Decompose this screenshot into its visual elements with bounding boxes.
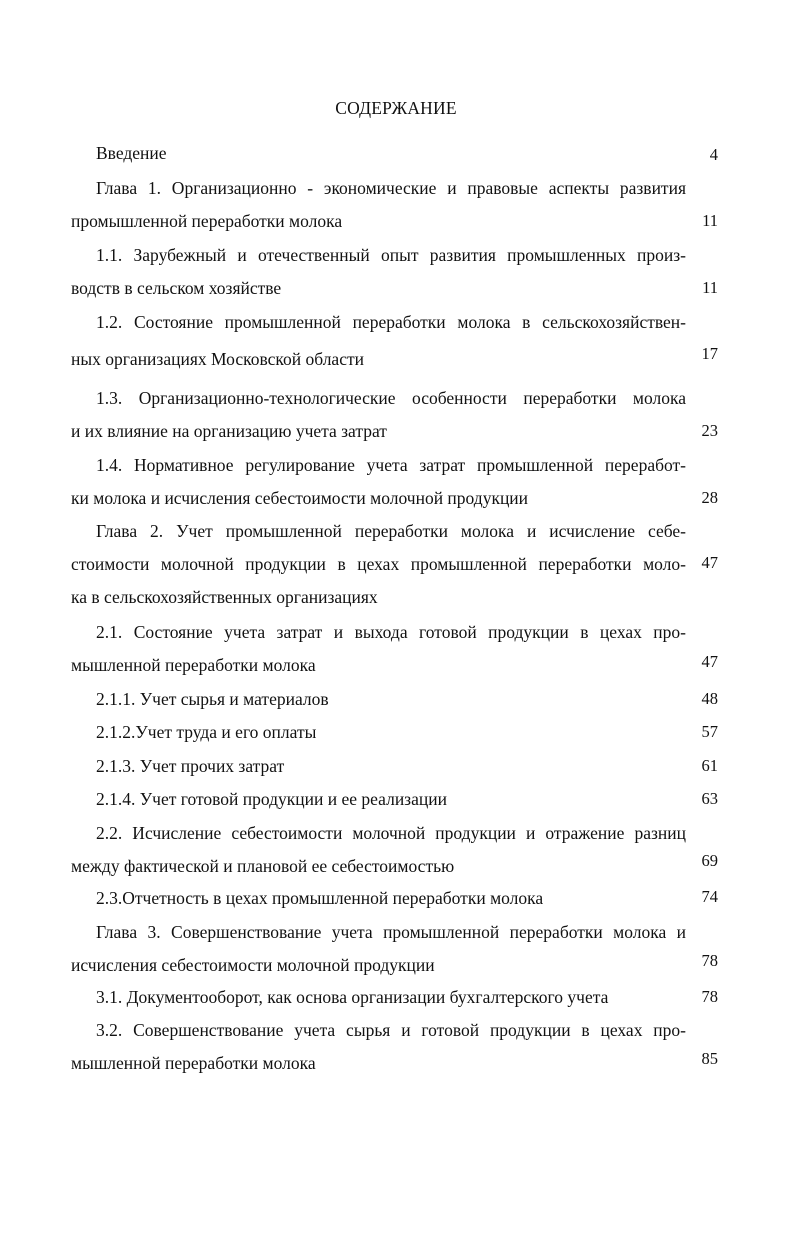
- toc-entry-text-line: 1.1. Зарубежный и отечественный опыт развития промышленных произ-: [96, 245, 686, 265]
- toc-entry-text-line: мышленной переработки молока: [71, 655, 316, 675]
- toc-entry-text-line: 2.1.1. Учет сырья и материалов: [96, 689, 329, 709]
- toc-page-number: 74: [701, 887, 718, 906]
- toc-page-number: 85: [701, 1049, 718, 1068]
- toc-page-number: 4: [709, 145, 718, 164]
- toc-page-number: 47: [701, 553, 718, 572]
- toc-entry-text-line: Глава 3. Совершенствование учета промышленной переработки молока и: [96, 922, 686, 942]
- toc-entry-text-line: 2.1.2.Учет труда и его оплаты: [96, 722, 317, 742]
- toc-entry-text-line: 2.1. Состояние учета затрат и выхода готовой продукции в цехах про-: [96, 622, 686, 642]
- toc-entry-text-line: Введение: [96, 143, 167, 163]
- toc-page-number: 63: [701, 789, 718, 808]
- toc-page-number: 61: [701, 756, 718, 775]
- toc-entry-text-line: 2.2. Исчисление себестоимости молочной продукции и отражение разниц: [96, 823, 686, 843]
- toc-entry-text-line: водств в сельском хозяйстве: [71, 278, 282, 298]
- toc-entry-text-line: 3.2. Совершенствование учета сырья и готовой продукции в цехах про-: [96, 1020, 686, 1040]
- toc-entry-text-line: 1.2. Состояние промышленной переработки молока в сельскохозяйствен-: [96, 312, 686, 332]
- toc-entry-text-line: Глава 2. Учет промышленной переработки молока и исчисление себе-: [96, 521, 686, 541]
- toc-entry-text-line: исчисления себестоимости молочной продукции: [71, 955, 435, 975]
- toc-entry-text-line: промышленной переработки молока: [71, 211, 343, 231]
- toc-page-number: 78: [701, 951, 718, 970]
- toc-entry-text-line: 3.1. Документооборот, как основа организации бухгалтерского учета: [96, 987, 609, 1007]
- toc-entry-text-line: 1.3. Организационно-технологические особенности переработки молока: [96, 388, 686, 408]
- toc-page-number: 47: [701, 652, 718, 671]
- toc-entry-text-line: ных организациях Московской области: [71, 349, 364, 369]
- toc-page-number: 17: [701, 344, 718, 363]
- toc-page-number: 69: [701, 851, 718, 870]
- toc-page-number: 48: [701, 689, 718, 708]
- toc-page-number: 11: [702, 211, 718, 230]
- toc-entry-text-line: 2.1.3. Учет прочих затрат: [96, 756, 285, 776]
- toc-entry-text-line: мышленной переработки молока: [71, 1053, 316, 1073]
- toc-entry-text-line: ка в сельскохозяйственных организациях: [71, 587, 378, 607]
- toc-page-number: 23: [701, 421, 718, 440]
- toc-entry-text-line: и их влияние на организацию учета затрат: [71, 421, 387, 441]
- toc-page-number: 57: [701, 722, 718, 741]
- toc-page-number: 11: [702, 278, 718, 297]
- toc-entry-text-line: Глава 1. Организационно - экономические и правовые аспекты развития: [96, 178, 686, 198]
- toc-entry-text-line: 2.1.4. Учет готовой продукции и ее реализации: [96, 789, 447, 809]
- toc-entry-text-line: между фактической и плановой ее себестоимостью: [71, 856, 455, 876]
- toc-page-number: 28: [701, 488, 718, 507]
- page-title: СОДЕРЖАНИЕ: [335, 98, 457, 118]
- toc-entry-text-line: стоимости молочной продукции в цехах промышленной переработки моло-: [71, 554, 686, 574]
- toc-entry-text-line: 1.4. Нормативное регулирование учета затрат промышленной переработ-: [96, 455, 686, 475]
- toc-entry-text-line: 2.3.Отчетность в цехах промышленной переработки молока: [96, 888, 544, 908]
- toc-page-number: 78: [701, 987, 718, 1006]
- toc-entry-text-line: ки молока и исчисления себестоимости молочной продукции: [71, 488, 529, 508]
